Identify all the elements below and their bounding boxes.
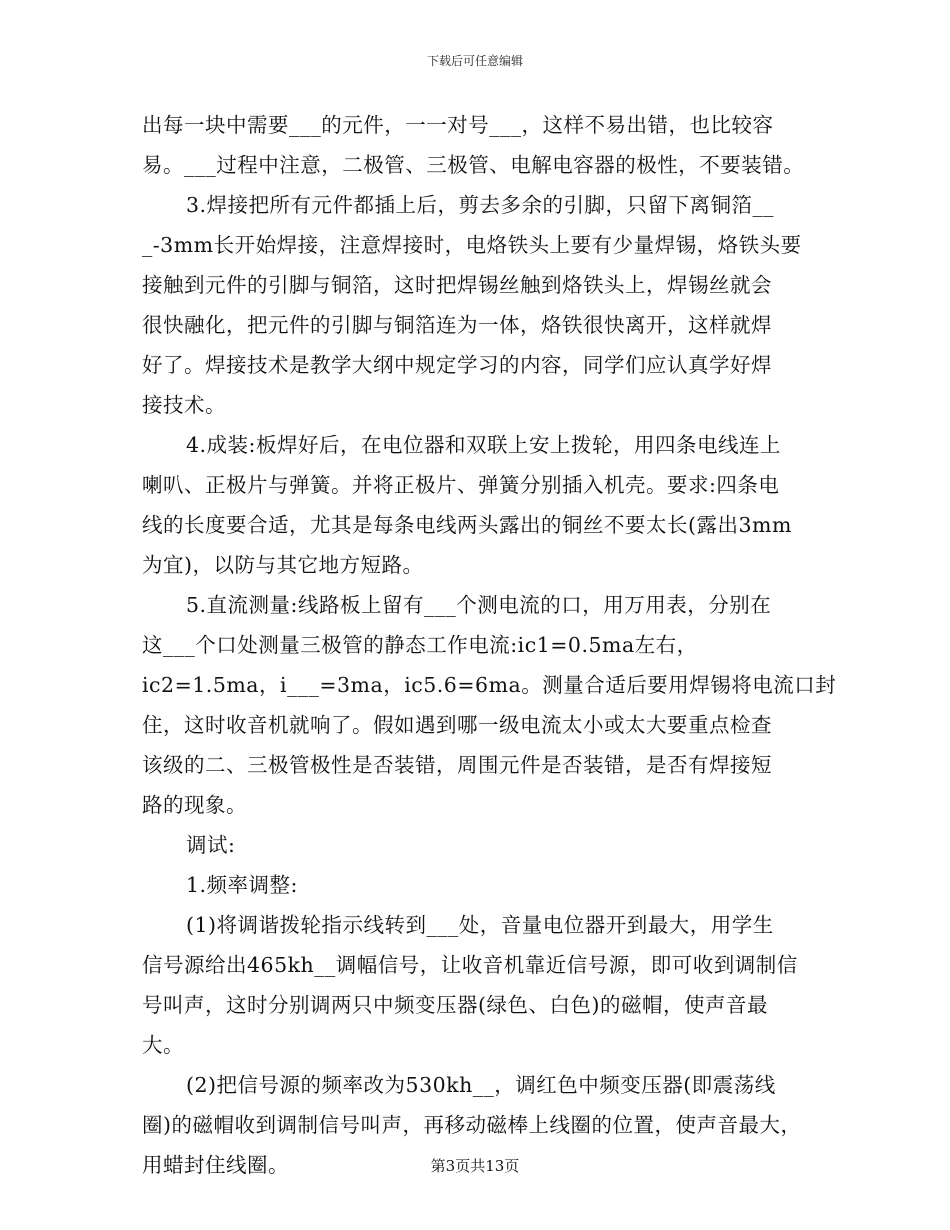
body-line: 大。 [142, 1033, 184, 1057]
body-line: 为宜)，以防与其它地方短路。 [142, 553, 424, 577]
body-line: 好了。焊接技术是教学大纲中规定学习的内容，同学们应认真学好焊 [142, 353, 772, 377]
body-line: 5.直流测量:线路板上留有___个测电流的口，用万用表，分别在 [186, 593, 772, 617]
body-line: 号叫声，这时分别调两只中频变压器(绿色、白色)的磁帽，使声音最 [142, 993, 768, 1017]
body-line: 路的现象。 [142, 793, 247, 817]
body-line: 这___个口处测量三极管的静态工作电流:ic1=0.5ma左右， [142, 633, 698, 657]
body-line: 信号源给出465kh__调幅信号，让收音机靠近信号源，即可收到调制信 [142, 953, 798, 977]
subsection-heading: 1.频率调整: [186, 873, 298, 897]
body-line: 4.成装:板焊好后，在电位器和双联上安上拨轮，用四条电线连上 [186, 433, 781, 457]
body-line: ic2=1.5ma，i___=3ma，ic5.6=6ma。测量合适后要用焊锡将电流口封 [142, 673, 837, 697]
body-line: 住，这时收音机就响了。假如遇到哪一级电流太小或太大要重点检查 [142, 713, 772, 737]
body-line: 喇叭、正极片与弹簧。并将正极片、弹簧分别插入机壳。要求:四条电 [142, 473, 780, 497]
body-line: (1)将调谐拨轮指示线转到___处，音量电位器开到最大，用学生 [186, 913, 774, 937]
body-line: 很快融化，把元件的引脚与铜箔连为一体，烙铁很快离开，这样就焊 [142, 313, 772, 337]
body-line: 易。___过程中注意，二极管、三极管、电解电容器的极性，不要装错。 [142, 153, 805, 177]
body-line: (2)把信号源的频率改为530kh__，调红色中频变压器(即震荡线 [186, 1073, 776, 1097]
body-line: 圈)的磁帽收到调制信号叫声，再移动磁棒上线圈的位置，使声音最大， [142, 1113, 802, 1137]
body-line: 该级的二、三极管极性是否装错，周围元件是否装错，是否有焊接短 [142, 753, 772, 777]
body-line: 接技术。 [142, 393, 226, 417]
body-line: 用蜡封住线圈。 [142, 1153, 289, 1177]
body-line: _-3mm长开始焊接，注意焊接时，电烙铁头上要有少量焊锡，烙铁头要 [142, 233, 802, 257]
page-footer: 第3页共13页 [430, 1157, 520, 1175]
body-line: 线的长度要合适，尤其是每条电线两头露出的铜丝不要太长(露出3mm [142, 513, 792, 537]
section-heading: 调试: [186, 833, 236, 857]
body-line: 3.焊接把所有元件都插上后，剪去多余的引脚，只留下离铜箔__ [186, 193, 775, 217]
body-line: 出每一块中需要___的元件，一一对号___，这样不易出错，也比较容 [142, 113, 774, 137]
page-header: 下载后可任意编辑 [426, 54, 523, 68]
document-body [142, 105, 837, 1185]
body-line: 接触到元件的引脚与铜箔，这时把焊锡丝触到烙铁头上，焊锡丝就会 [142, 273, 772, 297]
